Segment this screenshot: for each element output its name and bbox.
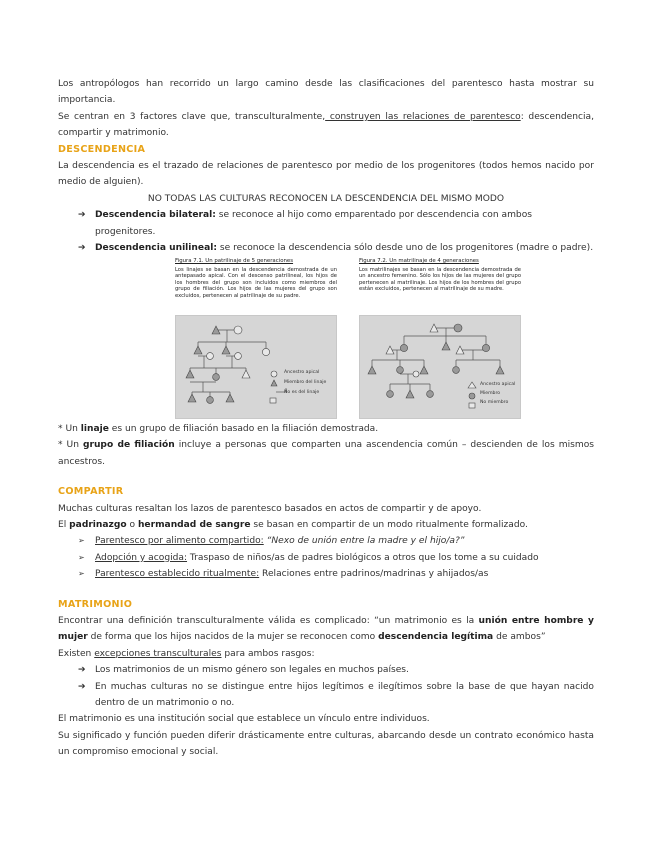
intro-underlined-phrase: construyen las relaciones de parentesco bbox=[325, 111, 521, 122]
compartir-item-adopcion bbox=[58, 550, 594, 566]
note-prefix: * Un bbox=[58, 440, 83, 451]
item-text: “Nexo de unión entre la madre y el hijo/a?” bbox=[263, 536, 465, 547]
figure-title: Figura 7.2. Un matrilinaje de 4 generaciones bbox=[359, 258, 479, 265]
legend-item: Ancestro apical bbox=[480, 381, 516, 387]
compartir-item-ritual bbox=[58, 566, 594, 582]
matrimonio-paragraph-3: El matrimonio es una institución social que establece un vínculo entre individuos. bbox=[58, 714, 430, 725]
figure-legend bbox=[480, 380, 515, 407]
item-text: Relaciones entre padrinos/madrinas y ahijados/as bbox=[259, 569, 489, 580]
intro-text: Se centran en 3 factores clave que, transculturalmente, bbox=[58, 111, 326, 122]
legend-item: No miembro bbox=[480, 399, 509, 405]
intro-text-end: : descendencia, compartir y matrimonio. bbox=[58, 111, 595, 139]
heading-compartir: COMPARTIR bbox=[58, 486, 124, 498]
term-descendencia-legitima: descendencia legítima bbox=[378, 632, 494, 643]
arrow-icon: ➔ bbox=[78, 665, 86, 676]
bullet-descendencia-bilateral bbox=[58, 207, 594, 240]
note-text: incluye a personas que comparten una ascendencia común – descienden de los mismos ancestros. bbox=[58, 440, 595, 467]
triangle-arrow-icon: ➢ bbox=[78, 536, 85, 546]
bullet-term: Descendencia bilateral: bbox=[95, 210, 216, 221]
bullet-text: se reconoce al hijo como emparentado por descendencia con ambos progenitores. bbox=[95, 210, 532, 237]
term-hermandad: hermandad de sangre bbox=[137, 519, 251, 530]
kinship-diagram-image bbox=[175, 315, 337, 419]
item-text: Traspaso de niños/as de padres biológicos a otros que los tome a su cuidado bbox=[187, 552, 539, 563]
arrow-icon: ➔ bbox=[78, 210, 86, 221]
figure-patrilinaje bbox=[175, 258, 337, 418]
figure-legend bbox=[284, 368, 326, 398]
triangle-arrow-icon: ➢ bbox=[78, 569, 85, 579]
text: El bbox=[58, 519, 70, 530]
document-body bbox=[58, 76, 594, 761]
underlined-phrase: excepciones transculturales bbox=[94, 648, 222, 659]
bullet-text: se reconoce la descendencia sólo desde uno de los progenitores (madre o padre). bbox=[216, 243, 594, 254]
note-term: linaje bbox=[80, 423, 109, 434]
text: de ambos” bbox=[493, 632, 546, 643]
compartir-paragraph-1: Muchas culturas resaltan los lazos de parentesco basados en actos de compartir y de apoyo. bbox=[58, 503, 482, 514]
note-grupo-filiacion bbox=[58, 437, 594, 470]
legend-item: Miembro bbox=[480, 390, 501, 396]
note-term: grupo de filiación bbox=[82, 440, 175, 451]
bullet-term: Descendencia unilineal: bbox=[95, 243, 217, 254]
note-linaje bbox=[58, 421, 594, 437]
text: se basan en compartir de un modo ritualmente formalizado. bbox=[250, 519, 528, 530]
text: Existen bbox=[58, 648, 95, 659]
bullet-text: En muchas culturas no se distingue entre hijos legítimos e ilegítimos sobre la base de que hayan nacido dentro de un matrimonio o no. bbox=[95, 681, 594, 708]
triangle-arrow-icon: ➢ bbox=[78, 552, 85, 562]
note-prefix: * Un bbox=[58, 423, 81, 434]
legend-item: No es del linaje bbox=[284, 389, 320, 395]
note-text: es un grupo de filiación basado en la filiación demostrada. bbox=[108, 423, 379, 434]
spacer bbox=[58, 583, 594, 597]
matrimonio-paragraph-4: Su significado y función pueden diferir drásticamente entre culturas, abarcando desde un contrato económico hasta un compromiso emocional y social. bbox=[58, 730, 594, 758]
figure-title: Figura 7.1. Un patrilinaje de 5 generaciones bbox=[175, 258, 294, 265]
arrow-icon: ➔ bbox=[78, 681, 86, 692]
text: o bbox=[126, 519, 138, 530]
text: Encontrar una definición transculturalmente válida es complicado: “un matrimonio es la bbox=[58, 615, 479, 626]
bullet-descendencia-unilineal bbox=[58, 240, 594, 256]
heading-matrimonio: MATRIMONIO bbox=[58, 598, 133, 610]
text: de forma que los hijos nacidos de la mujer se reconocen como bbox=[87, 632, 379, 643]
legend-item: Ancestro apical bbox=[284, 369, 320, 375]
spacer bbox=[58, 470, 594, 484]
intro-paragraph-1: Los antropólogos han recorrido un largo camino desde las clasificaciones del parentesco hasta mostrar su importancia. bbox=[58, 79, 594, 106]
heading-descendencia: DESCENDENCIA bbox=[58, 143, 146, 155]
matrimonio-paragraph-1 bbox=[58, 613, 594, 646]
item-term: Parentesco por alimento compartido: bbox=[95, 536, 264, 547]
intro-paragraph-2 bbox=[58, 109, 594, 142]
matrimonio-bullet-2 bbox=[58, 679, 594, 712]
term-union: unión entre hombre y mujer bbox=[58, 615, 594, 643]
matrimonio-paragraph-2 bbox=[58, 646, 594, 662]
item-term: Adopción y acogida: bbox=[95, 552, 188, 563]
item-term: Parentesco establecido ritualmente: bbox=[95, 569, 260, 580]
term-padrinazgo: padrinazgo bbox=[69, 519, 127, 530]
matrimonio-bullet-1 bbox=[58, 662, 594, 678]
kinship-diagram-image bbox=[359, 315, 521, 419]
patrilineage-diagram bbox=[176, 316, 336, 416]
descendencia-paragraph: La descendencia es el trazado de relaciones de parentesco por medio de los progenitores (todos hemos nacido por medio de alguien). bbox=[58, 161, 594, 188]
legend-item: Miembro del linaje bbox=[284, 379, 327, 385]
figures-row bbox=[62, 258, 594, 418]
compartir-paragraph-2 bbox=[58, 517, 594, 533]
descendencia-center-note: NO TODAS LAS CULTURAS RECONOCEN LA DESCENDENCIA DEL MISMO MODO bbox=[147, 193, 505, 204]
arrow-icon: ➔ bbox=[78, 243, 86, 254]
figure-caption: Los linajes se basan en la descendencia demostrada de un antepasado apical. Con el descenso patrilineal, los hijos de los hombres del grupo son incluidos como miembros del grupo de filiación. Los hijos de las mujeres del grupo son excluidos, pertenecen al patrilinaje de su padre. bbox=[175, 266, 337, 299]
figure-caption: Los matrilinajes se basan en la descendencia demostrada de un ancestro femenino. Sólo los hijos de las mujeres del grupo pertenecen al matrilinaje. Los hijos de los hombres del grupo están excluidos, pertenecen al matrilinaje de su madre. bbox=[359, 266, 521, 293]
text: para ambos rasgos: bbox=[221, 648, 315, 659]
figure-matrilinaje bbox=[359, 258, 521, 418]
bullet-text: Los matrimonios de un mismo género son legales en muchos países. bbox=[95, 665, 409, 676]
compartir-item-alimento bbox=[58, 533, 594, 549]
